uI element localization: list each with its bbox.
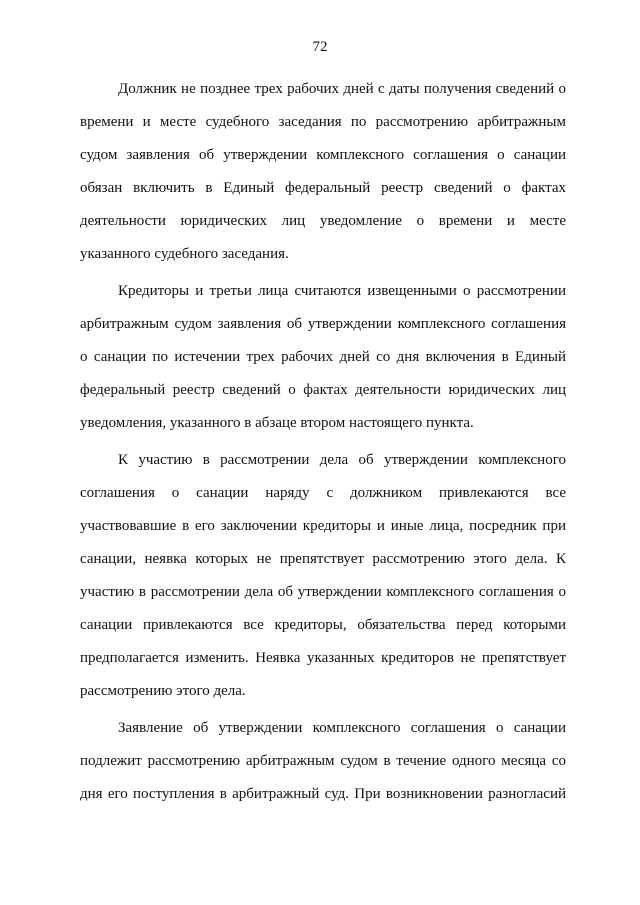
paragraph-2-line-2: арбитражным судом заявления об утверждении комплексного соглашения (80, 316, 566, 332)
paragraph-2-line-4: федеральный реестр сведений о фактах деятельности юридических лиц (80, 382, 566, 398)
paragraph-1-line-6: указанного судебного заседания. (80, 246, 289, 262)
page-number: 72 (312, 39, 328, 55)
paragraph-3-line-8: рассмотрению этого дела. (80, 683, 246, 699)
paragraph-2-line-1: Кредиторы и третьи лица считаются извещенными о рассмотрении (118, 283, 566, 299)
paragraph-1-line-5: деятельности юридических лиц уведомление о времени и месте (80, 213, 566, 229)
paragraph-3-line-7: предполагается изменить. Неявка указанных кредиторов не препятствует (80, 650, 566, 666)
paragraph-4-line-1: Заявление об утверждении комплексного соглашения о санации (118, 720, 566, 736)
paragraph-3-line-3: участвовавшие в его заключении кредиторы и иные лица, посредник при (80, 518, 566, 534)
paragraph-3-line-2: соглашения о санации наряду с должником привлекаются все (80, 485, 566, 501)
paragraph-1-line-3: судом заявления об утверждении комплексного соглашения о санации (80, 147, 566, 163)
paragraph-2-line-5: уведомления, указанного в абзаце втором настоящего пункта. (80, 415, 474, 431)
paragraph-3-line-6: санации привлекаются все кредиторы, обязательства перед которыми (80, 617, 566, 633)
paragraph-3-line-1: К участию в рассмотрении дела об утверждении комплексного (118, 452, 566, 468)
paragraph-4-line-2: подлежит рассмотрению арбитражным судом в течение одного месяца со (80, 753, 566, 769)
paragraph-1-line-1: Должник не позднее трех рабочих дней с даты получения сведений о (118, 81, 566, 97)
paragraph-1-line-4: обязан включить в Единый федеральный реестр сведений о фактах (80, 180, 566, 196)
paragraph-1-line-2: времени и месте судебного заседания по рассмотрению арбитражным (80, 114, 566, 130)
paragraph-3-line-5: участию в рассмотрении дела об утверждении комплексного соглашения о (80, 584, 566, 600)
paragraph-3-line-4: санации, неявка которых не препятствует рассмотрению этого дела. К (80, 551, 566, 567)
paragraph-4-line-3: дня его поступления в арбитражный суд. При возникновении разногласий (80, 786, 566, 802)
paragraph-2-line-3: о санации по истечении трех рабочих дней со дня включения в Единый (80, 349, 566, 365)
